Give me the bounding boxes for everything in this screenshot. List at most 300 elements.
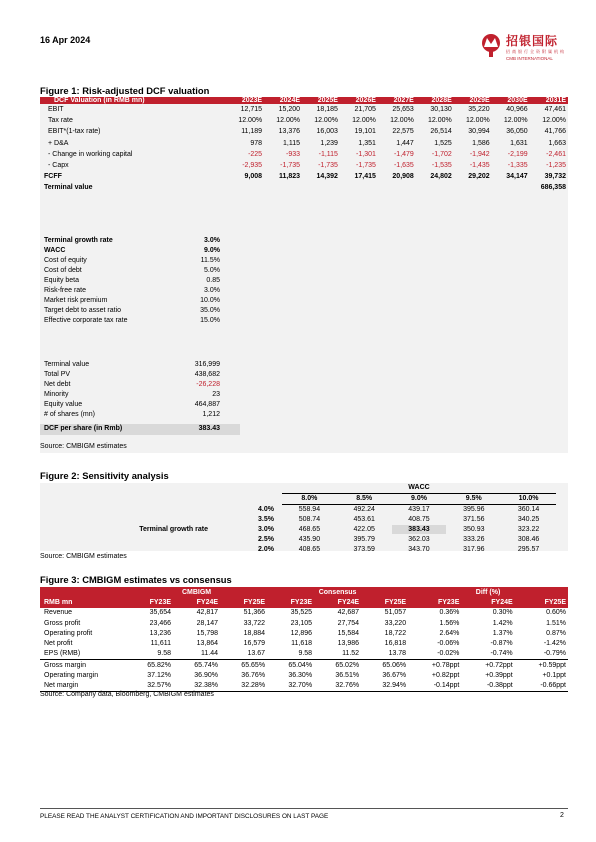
- dcf-cell: -1,479: [393, 150, 414, 158]
- spacer: [40, 493, 228, 504]
- consensus-row-label: Gross profit: [44, 619, 81, 627]
- consensus-cell: 36.76%: [241, 672, 266, 680]
- assumption-value: 9.0%: [204, 246, 220, 254]
- dcf-row-label: EBIT: [48, 106, 64, 114]
- valuation-row: [40, 389, 240, 399]
- consensus-cell: 1.56%: [439, 619, 460, 627]
- dcf-cell: [264, 182, 302, 193]
- consensus-cell: -1.42%: [543, 640, 566, 648]
- dcf-cell: 11,189: [241, 128, 263, 136]
- consensus-cell: 13.78: [388, 650, 407, 658]
- sensitivity-row: [40, 534, 568, 544]
- consensus-table: [40, 587, 568, 692]
- cmbi-logo: [480, 30, 570, 72]
- dcf-cell: 47,461: [544, 106, 566, 114]
- consensus-cell: 27,754: [337, 619, 360, 627]
- dcf-cell: 1,239: [320, 139, 338, 147]
- sensitivity-cell: 439.17: [408, 506, 430, 514]
- consensus-cell: 23,466: [149, 619, 172, 627]
- consensus-cell: 51,057: [384, 609, 407, 617]
- dcf-cell: 686,358: [540, 184, 566, 192]
- consensus-cell: 32.70%: [267, 681, 314, 692]
- group-header: Diff (%): [408, 587, 568, 597]
- consensus-cell: 65.74%: [173, 660, 220, 671]
- consensus-cell: 13,986: [337, 640, 360, 648]
- sensitivity-cell: 317.96: [463, 545, 485, 553]
- assumption-row: [40, 235, 240, 245]
- consensus-cell: 36.30%: [288, 672, 313, 680]
- dcf-header-year: 2027E: [378, 97, 416, 104]
- wacc-value: 10.0%: [501, 493, 556, 504]
- consensus-cell: 42,687: [337, 609, 360, 617]
- consensus-cell: 32.38%: [173, 681, 220, 692]
- consensus-cell: 18,884: [243, 629, 266, 637]
- consensus-cell: 65.06%: [361, 660, 408, 671]
- dcf-cell: 30,994: [468, 128, 490, 136]
- wacc-value: 9.0%: [392, 493, 447, 504]
- dcf-header-year: 2028E: [416, 97, 454, 104]
- sensitivity-cell: 360.14: [517, 506, 540, 514]
- consensus-header-year: FY23E: [267, 597, 314, 607]
- consensus-cell: -0.66ppt: [515, 681, 568, 692]
- consensus-header-year: FY25E: [515, 597, 568, 607]
- sensitivity-cell: 408.75: [408, 516, 430, 524]
- dcf-cell: 22,575: [392, 128, 414, 136]
- sensitivity-cell: 340.25: [517, 516, 540, 524]
- assumption-row: [40, 265, 240, 275]
- sensitivity-cell: 323.22: [517, 526, 540, 533]
- dcf-cell: -933: [286, 150, 301, 158]
- assumption-value: 11.5%: [200, 256, 220, 264]
- dcf-cell: 41,766: [544, 128, 566, 136]
- dcf-cell: 12.00%: [542, 117, 566, 125]
- assumption-value: 0.85: [206, 276, 220, 284]
- consensus-cell: -0.02%: [437, 650, 460, 658]
- dcf-cell: 1,663: [548, 139, 566, 147]
- figure-2-source: Source: CMBIGM estimates: [40, 553, 127, 560]
- spacer: [556, 504, 568, 514]
- assumption-label: Target debt to asset ratio: [44, 307, 122, 315]
- consensus-cell: 11.44: [201, 650, 219, 658]
- consensus-header-year: FY24E: [461, 597, 514, 607]
- consensus-cell: 65.02%: [314, 660, 361, 671]
- assumption-value: 10.0%: [200, 297, 220, 305]
- dcf-cell: 12,715: [240, 106, 263, 114]
- consensus-cell: 1.42%: [492, 619, 513, 627]
- consensus-cell: 16,579: [243, 640, 266, 648]
- spacer: [556, 515, 568, 525]
- sensitivity-cell: 343.70: [408, 545, 430, 553]
- dcf-cell: 12.00%: [314, 117, 338, 125]
- consensus-header-year: FY24E: [314, 597, 361, 607]
- consensus-cell: 9.58: [298, 650, 313, 658]
- dcf-row-label: - Capx: [48, 162, 69, 170]
- assumption-row: [40, 316, 240, 326]
- dcf-table: [40, 97, 568, 194]
- consensus-cell: -0.14ppt: [408, 681, 461, 692]
- sensitivity-row: [40, 525, 568, 535]
- spacer: [556, 525, 568, 535]
- consensus-row: [40, 670, 568, 680]
- assumption-value: 3.0%: [204, 287, 220, 295]
- consensus-cell: 36.67%: [382, 672, 407, 680]
- sensitivity-cell: 492.24: [353, 506, 375, 514]
- dcf-cell: 12.00%: [352, 117, 376, 125]
- logo-cn-sub: 招商银行全资附属机构: [506, 49, 566, 54]
- dcf-per-share-label: DCF per share (in Rmb): [44, 425, 123, 432]
- consensus-header-year: FY25E: [361, 597, 408, 607]
- dcf-cell: 20,908: [392, 173, 414, 181]
- consensus-row: [40, 628, 568, 638]
- consensus-cell: 1.51%: [546, 619, 566, 627]
- consensus-cell: 2.64%: [439, 629, 460, 637]
- assumption-label: Equity beta: [44, 276, 80, 284]
- consensus-row: [40, 608, 568, 618]
- dcf-cell: -1,635: [393, 162, 414, 170]
- valuation-value: 438,682: [194, 370, 220, 378]
- consensus-header-year: FY24E: [173, 597, 220, 607]
- spacer: [556, 493, 568, 504]
- dcf-cell: 1,115: [283, 139, 301, 147]
- consensus-cell: -0.06%: [437, 640, 460, 648]
- sensitivity-cell: 453.61: [353, 516, 375, 524]
- dcf-row-label: - Change in working capital: [48, 150, 133, 158]
- sensitivity-cell: 422.05: [353, 526, 375, 533]
- dcf-cell: 17,415: [354, 173, 376, 181]
- consensus-cell: 15,798: [196, 629, 219, 637]
- valuation-row: [40, 379, 240, 389]
- consensus-cell: -0.74%: [490, 650, 513, 658]
- dcf-cell: -1,235: [546, 162, 566, 170]
- figure-1-title: Figure 1: Risk-adjusted DCF valuation: [40, 85, 210, 96]
- consensus-row-label: Gross margin: [40, 660, 126, 671]
- dcf-row-label: Tax rate: [48, 117, 73, 125]
- spacer: [40, 587, 126, 597]
- spacer: [40, 534, 228, 544]
- sensitivity-cell: 308.46: [517, 535, 540, 543]
- dcf-cell: [492, 182, 530, 193]
- consensus-header-year: FY25E: [220, 597, 267, 607]
- assumption-label: Effective corporate tax rate: [44, 317, 128, 325]
- dcf-row: [40, 115, 568, 126]
- assumption-row: [40, 245, 240, 255]
- consensus-cell: +0.78ppt: [408, 660, 461, 671]
- dcf-cell: 16,003: [316, 128, 338, 136]
- wacc-values-row: [40, 493, 568, 504]
- sensitivity-cell: 373.59: [353, 545, 375, 553]
- report-date: 16 Apr 2024: [40, 35, 91, 45]
- assumption-label: WACC: [44, 246, 66, 254]
- figure-2-title: Figure 2: Sensitivity analysis: [40, 470, 169, 481]
- sensitivity-cell: 395.79: [353, 535, 375, 543]
- assumption-value: 5.0%: [204, 266, 220, 274]
- dcf-row: [40, 182, 568, 193]
- dcf-cell: -1,942: [469, 150, 490, 158]
- dcf-per-share-row: [40, 424, 240, 435]
- sensitivity-cell: 350.93: [463, 526, 485, 533]
- dcf-row-label: + D&A: [48, 139, 69, 147]
- sensitivity-cell: 383.43: [392, 525, 447, 535]
- valuation-value: 464,887: [194, 400, 220, 408]
- dcf-cell: [340, 182, 378, 193]
- dcf-cell: -2,935: [242, 162, 263, 170]
- dcf-cell: [302, 182, 340, 193]
- dcf-cell: [378, 182, 416, 193]
- consensus-cell: 36.90%: [194, 672, 219, 680]
- dcf-header-year: 2025E: [302, 97, 340, 104]
- spacer: [556, 544, 568, 554]
- wacc-header: WACC: [282, 483, 556, 493]
- consensus-cell: -0.79%: [543, 650, 566, 658]
- dcf-cell: 1,586: [472, 139, 490, 147]
- consensus-cell: 37.12%: [147, 672, 172, 680]
- assumption-value: 35.0%: [200, 307, 220, 315]
- dcf-per-share-value: 383.43: [198, 425, 220, 432]
- consensus-cell: 13,864: [196, 640, 219, 648]
- consensus-cell: 0.30%: [492, 609, 513, 617]
- sensitivity-cell: 333.26: [463, 535, 485, 543]
- consensus-cell: 65.82%: [126, 660, 173, 671]
- assumption-label: Cost of equity: [44, 256, 87, 264]
- dcf-cell: -1,435: [469, 162, 490, 170]
- dcf-header-year: 2024E: [264, 97, 302, 104]
- dcf-cell: 1,525: [434, 139, 452, 147]
- assumption-row: [40, 285, 240, 295]
- dcf-cell: 12.00%: [390, 117, 414, 125]
- valuation-label: Net debt: [44, 380, 71, 388]
- dcf-cell: 12.00%: [238, 117, 263, 125]
- consensus-header-year: FY23E: [408, 597, 461, 607]
- valuation-label: # of shares (mn): [44, 411, 95, 419]
- consensus-row-label: Net profit: [44, 640, 73, 648]
- valuation-table: [40, 359, 240, 420]
- sensitivity-cell: 435.90: [298, 535, 321, 543]
- growth-rate: 2.0%: [258, 545, 274, 553]
- consensus-row: [40, 681, 568, 692]
- assumption-value: 3.0%: [204, 236, 220, 244]
- consensus-cell: 0.60%: [546, 609, 566, 617]
- dcf-cell: 978: [250, 139, 263, 147]
- dcf-cell: [416, 182, 454, 193]
- consensus-cell: 65.65%: [220, 660, 267, 671]
- dcf-cell: 14,392: [316, 173, 338, 181]
- consensus-group-header: [40, 587, 568, 597]
- cmbi-logo-icon: [480, 33, 502, 57]
- logo-cn: 招银国际: [506, 34, 559, 48]
- consensus-column-header: [40, 597, 568, 607]
- valuation-row: [40, 399, 240, 409]
- consensus-cell: 33,722: [243, 619, 266, 627]
- growth-rate: 2.5%: [258, 535, 274, 543]
- figure-3-title: Figure 3: CMBIGM estimates vs consensus: [40, 574, 232, 585]
- dcf-cell: -1,735: [318, 162, 338, 170]
- valuation-value: -26,228: [196, 380, 220, 388]
- consensus-cell: +0.82ppt: [431, 672, 460, 680]
- dcf-cell: 30,130: [430, 106, 452, 114]
- consensus-header-label: RMB mn: [40, 597, 126, 607]
- dcf-row: [40, 126, 568, 137]
- assumption-label: Market risk premium: [44, 297, 108, 305]
- dcf-cell: -1,301: [356, 150, 376, 158]
- spacer: [40, 504, 228, 514]
- dcf-cell: 25,653: [392, 106, 414, 114]
- consensus-cell: 28,147: [196, 619, 219, 627]
- dcf-row-label: Terminal value: [44, 184, 93, 192]
- dcf-cell: 15,200: [278, 106, 301, 114]
- dcf-cell: 21,705: [354, 106, 376, 114]
- dcf-header-year: 2031E: [530, 97, 568, 104]
- dcf-cell: 12.00%: [428, 117, 452, 125]
- terminal-growth-label: Terminal growth rate: [139, 526, 208, 533]
- consensus-cell: 1.37%: [492, 629, 513, 637]
- consensus-cell: 23,105: [290, 619, 313, 627]
- valuation-label: Equity value: [44, 400, 83, 408]
- dcf-header-year: 2023E: [226, 97, 264, 104]
- consensus-row: [40, 638, 568, 648]
- dcf-row: [40, 149, 568, 160]
- consensus-row: [40, 649, 568, 660]
- wacc-value: 8.0%: [282, 493, 337, 504]
- valuation-label: Terminal value: [44, 360, 90, 368]
- dcf-cell: 24,802: [430, 173, 452, 181]
- dcf-cell: 9,008: [244, 173, 263, 181]
- dcf-cell: 18,185: [316, 106, 338, 114]
- dcf-row: [40, 138, 568, 149]
- assumption-label: Risk-free rate: [44, 287, 87, 295]
- wacc-value: 8.5%: [337, 493, 392, 504]
- consensus-cell: 36.51%: [335, 672, 360, 680]
- page-number: 2: [560, 812, 564, 819]
- wacc-value: 9.5%: [446, 493, 501, 504]
- dcf-cell: 29,202: [468, 173, 490, 181]
- valuation-row: [40, 359, 240, 369]
- growth-rate: 3.0%: [258, 526, 274, 533]
- consensus-cell: 33,220: [384, 619, 407, 627]
- dcf-cell: -1,735: [280, 162, 301, 170]
- dcf-header-label: DCF Valuation (in RMB mn): [40, 97, 226, 104]
- dcf-cell: 1,351: [358, 139, 376, 147]
- dcf-cell: -1,702: [431, 150, 452, 158]
- consensus-cell: 9.58: [157, 650, 172, 658]
- dcf-cell: [226, 182, 264, 193]
- sensitivity-cell: 371.56: [463, 516, 485, 524]
- growth-rate: 3.5%: [258, 516, 274, 524]
- consensus-cell: 32.28%: [220, 681, 267, 692]
- footer-rule: [40, 808, 568, 809]
- dcf-cell: 36,050: [506, 128, 528, 136]
- consensus-header-year: FY23E: [126, 597, 173, 607]
- consensus-row-label: Operating profit: [44, 629, 93, 637]
- consensus-row-label: EPS (RMB): [44, 650, 81, 658]
- consensus-cell: 13.67: [247, 650, 266, 658]
- consensus-cell: 0.36%: [439, 609, 460, 617]
- dcf-row-label: FCFF: [44, 173, 62, 181]
- valuation-value: 23: [212, 390, 220, 398]
- consensus-cell: 32.76%: [314, 681, 361, 692]
- assumption-label: Terminal growth rate: [44, 236, 113, 244]
- assumption-row: [40, 255, 240, 265]
- assumption-label: Cost of debt: [44, 266, 82, 274]
- consensus-cell: 16,818: [384, 640, 407, 648]
- dcf-row-label: EBIT*(1-tax rate): [48, 128, 101, 136]
- dcf-row: [40, 104, 568, 115]
- consensus-row: [40, 660, 568, 671]
- consensus-cell: +0.39ppt: [485, 672, 513, 680]
- consensus-cell: +0.1ppt: [542, 672, 566, 680]
- dcf-cell: -2,461: [546, 150, 566, 158]
- assumption-row: [40, 275, 240, 285]
- dcf-cell: -1,335: [507, 162, 528, 170]
- dcf-cell: 12.00%: [276, 117, 301, 125]
- dcf-cell: 26,514: [430, 128, 452, 136]
- figure-3-source: Source: Company data, Bloomberg, CMBIGM estimates: [40, 691, 214, 698]
- consensus-cell: -0.38ppt: [461, 681, 514, 692]
- consensus-cell: 11.52: [342, 650, 360, 658]
- consensus-row-label: Net margin: [40, 681, 126, 692]
- footer-disclaimer: PLEASE READ THE ANALYST CERTIFICATION AND IMPORTANT DISCLOSURES ON LAST PAGE: [40, 813, 329, 820]
- dcf-header-year: 2026E: [340, 97, 378, 104]
- dcf-table-header: [40, 97, 568, 104]
- dcf-cell: -1,115: [318, 150, 338, 158]
- dcf-header-year: 2029E: [454, 97, 492, 104]
- consensus-cell: 0.87%: [546, 629, 566, 637]
- consensus-cell: +0.72ppt: [461, 660, 514, 671]
- figure-1-source: Source: CMBIGM estimates: [40, 443, 127, 450]
- logo-en: CMB INTERNATIONAL: [506, 56, 553, 61]
- dcf-header-year: 2030E: [492, 97, 530, 104]
- sensitivity-cell: 508.74: [298, 516, 321, 524]
- sensitivity-row: [40, 515, 568, 525]
- consensus-row-label: Revenue: [44, 609, 73, 617]
- consensus-cell: +0.59ppt: [515, 660, 568, 671]
- consensus-cell: 11,618: [291, 640, 313, 648]
- sensitivity-cell: 295.57: [517, 545, 540, 553]
- dcf-cell: -225: [248, 150, 263, 158]
- sensitivity-cell: 395.96: [463, 506, 485, 514]
- sensitivity-row: [40, 504, 568, 514]
- growth-rate: 4.0%: [258, 505, 274, 513]
- valuation-row: [40, 369, 240, 379]
- consensus-cell: 13,236: [149, 629, 172, 637]
- dcf-cell: -2,199: [507, 150, 528, 158]
- dcf-cell: -1,535: [431, 162, 452, 170]
- dcf-cell: 19,101: [354, 128, 376, 136]
- spacer: [556, 534, 568, 544]
- sensitivity-table: [40, 483, 568, 554]
- group-header: Consensus: [267, 587, 408, 597]
- valuation-value: 1,212: [202, 411, 220, 419]
- consensus-cell: -0.87%: [490, 640, 513, 648]
- dcf-cell: 35,220: [468, 106, 490, 114]
- consensus-cell: 12,896: [290, 629, 313, 637]
- group-header: CMBIGM: [126, 587, 267, 597]
- dcf-row: [40, 160, 568, 171]
- sensitivity-cell: 408.65: [298, 545, 321, 553]
- dcf-cell: [454, 182, 492, 193]
- sensitivity-cell: 558.94: [298, 506, 321, 514]
- dcf-cell: 13,376: [278, 128, 301, 136]
- dcf-cell: 39,732: [544, 173, 566, 181]
- consensus-cell: 35,525: [290, 609, 313, 617]
- dcf-cell: 34,147: [506, 173, 528, 181]
- spacer: [40, 515, 228, 525]
- dcf-cell: 11,823: [278, 173, 301, 181]
- dcf-cell: 12.00%: [465, 117, 490, 125]
- valuation-value: 316,999: [194, 360, 220, 368]
- dcf-cell: 40,966: [506, 106, 528, 114]
- valuation-label: Total PV: [44, 370, 71, 378]
- valuation-row: [40, 409, 240, 419]
